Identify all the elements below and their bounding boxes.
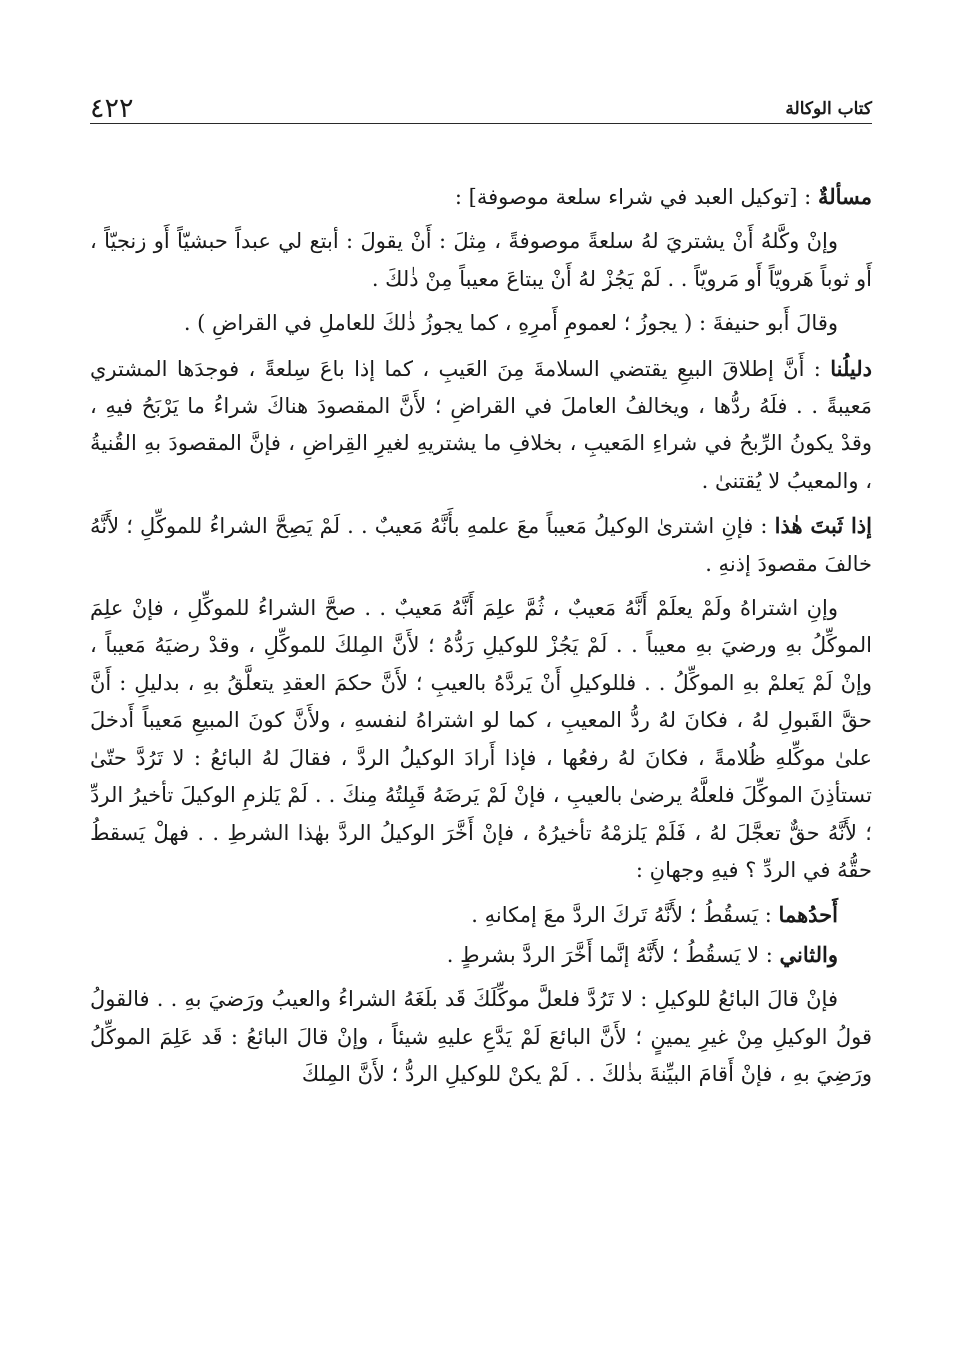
paragraph-lead: والثاني — [779, 941, 838, 967]
paragraph-lead: دليلُنا — [830, 355, 872, 381]
paragraph — [90, 981, 872, 1093]
paragraph-lead: أَحدُهما — [778, 902, 838, 928]
paragraph-text: وإنِ اشتراهُ ولَمْ يعلَمْ أَنَّهُ مَعيبٌ ، ثُمَّ علِمَ أَنَّهُ مَعيبٌ . . صحَّ الشراءُ للموكِّلِ ، فإنْ علِمَ الموكِّلُ بهِ ورضيَ بهِ معيباً . . لَمْ يَجُزْ للوكيلِ رَدُّهُ ؛ لأَنَّ المِلكَ للموكِّلِ ، وقدْ رضيَهُ مَعيباً ، وإنْ لَمْ يَعلمْ بهِ الموكِّلُ . . فللوكيلِ أَنْ يَردَّهُ بالعيبِ ؛ لأَنَّ حكمَ العقدِ يتعلَّقُ بهِ ، بدليلِ : أَنَّ حقَّ القَبولِ لهُ ، فكانَ لهُ ردُّ المعيبِ ، كما لو اشتراهُ لنفسهِ ، ولأَنَّ كونَ المبيعِ مَعيباً أَدخلَ علىٰ موكِّلهِ ظُلامةً ، فكانَ لهُ رفعُها ، فإذا أَرادَ الوكيلُ الردَّ ، فقالَ لهُ البائعُ : لا تَرُدَّ حتّىٰ تستأذِنَ الموكِّلَ فلعلَّهُ يرضىٰ بالعيبِ ، فإنْ لَمْ يَرضَهُ قَبِلتُهُ مِنكَ . . لَمْ يَلزمِ الوكيلَ تأخيرُ الردِّ ؛ لأَنَّهُ حقٌّ تعجَّلَ لهُ ، فَلَمْ يَلزمْهُ تأخيرُهُ ، فإنْ أَخَّرَ الوكيلُ الردَّ بهٰذا الشرطِ . . فهلْ يَسقطُ حقُّهُ في الردِّ ؟ فيهِ وجهانِ : — [90, 596, 872, 882]
paragraph — [90, 896, 872, 934]
paragraph — [90, 507, 872, 583]
paragraph-text: : فإنِ اشترىٰ الوكيلُ مَعيباً معَ علمهِ بأَنَّهُ مَعيبٌ . . لَمْ يَصِحَّ الشراءُ للموكِّلِ ؛ لأَنَّهُ خالفَ مقصودَ إذنهِ . — [90, 514, 872, 576]
page-number: ٤٢٢ — [90, 93, 134, 124]
section-label: مسألةٌ — [817, 184, 872, 209]
page-header — [90, 82, 872, 122]
section-title: : [توكيل العبد في شراء سلعة موصوفة] : — [454, 185, 812, 209]
paragraph-text: فإنْ قالَ البائعُ للوكيلِ : لا تَرُدَّ فلعلَّ موكِّلَكَ قَد بلَغَهُ الشراءُ والعيبُ ورَضيَ بهِ . . فالقولُ قولُ الوكيلِ مِنْ غيرِ يمينٍ ؛ لأَنَّ البائعَ لَمْ يَدَّعِ عليهِ شيئاً ، وإنْ قالَ البائعُ : قَد عَلِمَ الموكِّلُ ورَضِيَ بهِ ، فإنْ أَقامَ البيِّنةَ بذٰلكَ . . لَمْ يكنْ للوكيلِ الردُّ ؛ لأَنَّ المِلكَ — [90, 987, 872, 1086]
paragraph-text: : يَسقُطُ ؛ لأَنَّهُ تَركَ الردَّ معَ إمكانهِ . — [471, 903, 772, 928]
paragraph-lead: إذا ثَبتَ هٰذا — [774, 513, 872, 539]
section-heading — [90, 178, 872, 216]
paragraph — [90, 350, 872, 501]
paragraph — [90, 305, 872, 342]
page-body — [90, 178, 872, 1100]
paragraph-text: : أَنَّ إطلاقَ البيعِ يقتضي السلامةَ مِنَ العَيبِ ، كما إذا باعَ سِلعةً ، فوجدَها المشتري مَعيبةً . . فلَهُ ردُّها ، ويخالفُ العاملَ في القراضِ ؛ لأَنَّ المقصودَ هناكَ شراءُ ما يَرْبَحُ فيهِ ، وقدْ يكونُ الرِّبحُ في شراءِ المَعيبِ ، بخلافِ ما يشتريهِ لغيرِ القِراضِ ، فإنَّ المقصودَ بهِ القُنيةُ ، والمعيبُ لا يُقتنىٰ . — [90, 356, 872, 493]
paragraph-text: وقالَ أَبو حنيفةَ : ( يجوزُ ؛ لعمومِ أَمرِهِ ، كما يجوزُ ذٰلكَ للعاملِ في القراضِ ) . — [183, 311, 838, 336]
paragraph — [90, 590, 872, 889]
paragraph-text: وإنْ وكَّلهُ أَنْ يشتريَ لهُ سلعةً موصوفةً ، مِثلَ : أَنْ يقولَ : أبتع لي عبداً حبشيّاً أَو زنجيّاً ، أَو ثوباً هَرويّاً أَو مَرويّاً . . لَمْ يَجُزْ لهُ أَنْ يبتاعَ معيباً مِنْ ذٰلكَ . — [90, 229, 872, 291]
header-rule — [90, 123, 872, 124]
paragraph — [90, 223, 872, 298]
paragraph-text: : لا يَسقُطُ ؛ لأَنَّهُ إنَّما أَخَّرَ الردَّ بشرطٍ . — [446, 942, 773, 967]
running-title: كتاب الوكالة — [785, 99, 872, 119]
paragraph — [90, 936, 872, 974]
